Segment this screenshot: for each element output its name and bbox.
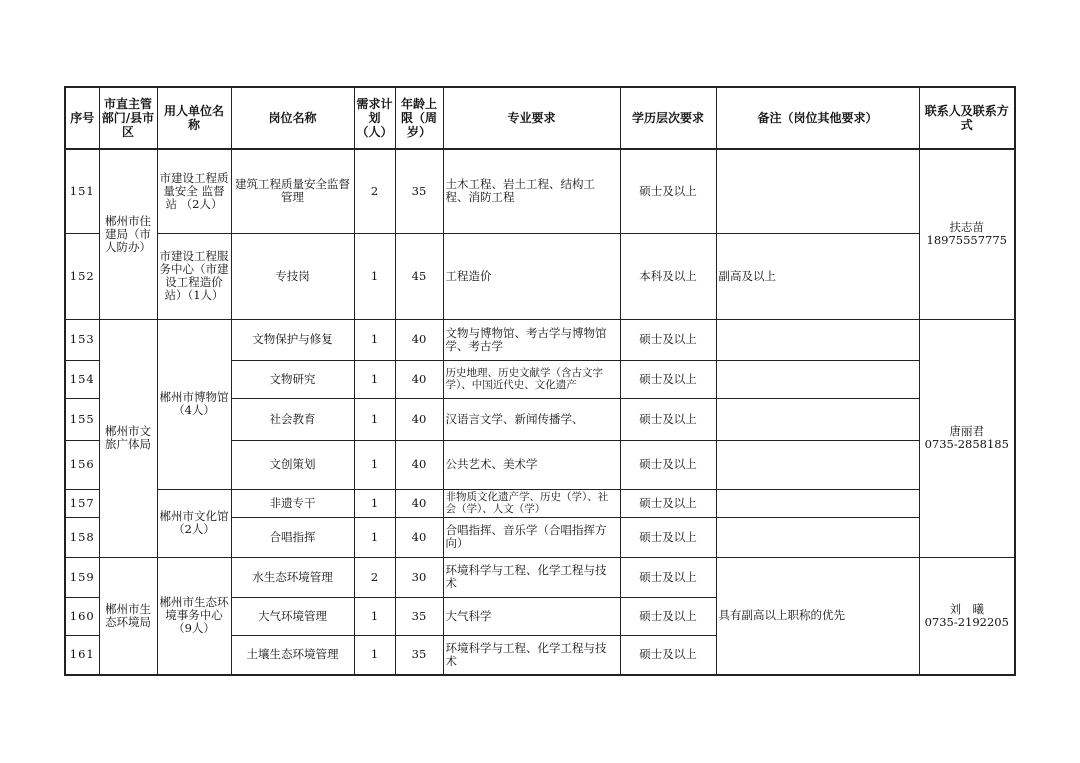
age-cell: 40 [395, 319, 443, 360]
edu-cell: 硕士及以上 [620, 149, 716, 233]
remark-cell: 具有副高以上职称的优先 [716, 557, 919, 675]
remark-cell [716, 398, 919, 440]
row-seq: 154 [65, 360, 99, 398]
age-cell: 40 [395, 398, 443, 440]
count-cell: 1 [354, 319, 395, 360]
contact-cell: 唐丽君 0735-2858185 [919, 319, 1015, 557]
major-cell: 非物质文化遗产学、历史（学）、社会（学）、人文（学） [443, 489, 620, 517]
row-seq: 156 [65, 440, 99, 489]
major-cell: 环境科学与工程、化学工程与技术 [443, 557, 620, 597]
age-cell: 35 [395, 149, 443, 233]
edu-cell: 本科及以上 [620, 233, 716, 319]
header-dept: 市直主管部门/县市区 [99, 87, 157, 149]
age-cell: 45 [395, 233, 443, 319]
remark-cell [716, 149, 919, 233]
remark-cell [716, 319, 919, 360]
dept-cell: 郴州市生态环境局 [99, 557, 157, 675]
age-cell: 35 [395, 597, 443, 635]
dept-cell: 郴州市文旅广体局 [99, 319, 157, 557]
count-cell: 1 [354, 517, 395, 557]
remark-cell [716, 517, 919, 557]
table-row [65, 149, 1015, 233]
contact-cell: 扶志苗 18975557775 [919, 149, 1015, 319]
header-count: 需求计划（人） [354, 87, 395, 149]
count-cell: 1 [354, 360, 395, 398]
edu-cell: 硕士及以上 [620, 517, 716, 557]
remark-cell: 副高及以上 [716, 233, 919, 319]
table-row [65, 233, 1015, 319]
recruitment-table [64, 86, 1016, 676]
age-cell: 35 [395, 635, 443, 675]
header-contact: 联系人及联系方式 [919, 87, 1015, 149]
row-seq: 155 [65, 398, 99, 440]
count-cell: 1 [354, 440, 395, 489]
major-cell: 环境科学与工程、化学工程与技术 [443, 635, 620, 675]
header-seq: 序号 [65, 87, 99, 149]
major-cell: 文物与博物馆、考古学与博物馆学、考古学 [443, 319, 620, 360]
post-cell: 文物研究 [231, 360, 354, 398]
post-cell: 合唱指挥 [231, 517, 354, 557]
major-cell: 工程造价 [443, 233, 620, 319]
count-cell: 2 [354, 557, 395, 597]
age-cell: 40 [395, 517, 443, 557]
header-unit: 用人单位名称 [157, 87, 231, 149]
row-seq: 160 [65, 597, 99, 635]
post-cell: 建筑工程质量安全监督管理 [231, 149, 354, 233]
age-cell: 40 [395, 440, 443, 489]
row-seq: 153 [65, 319, 99, 360]
header-row [65, 87, 1015, 149]
age-cell: 30 [395, 557, 443, 597]
count-cell: 1 [354, 233, 395, 319]
unit-cell: 市建设工程服务中心（市建设工程造价站）（1人） [157, 233, 231, 319]
unit-cell: 郴州市文化馆（2人） [157, 489, 231, 557]
age-cell: 40 [395, 360, 443, 398]
dept-cell: 郴州市住建局（市人防办） [99, 149, 157, 319]
post-cell: 大气环境管理 [231, 597, 354, 635]
major-cell: 合唱指挥、音乐学（合唱指挥方向） [443, 517, 620, 557]
table-row [65, 319, 1015, 360]
edu-cell: 硕士及以上 [620, 360, 716, 398]
row-seq: 161 [65, 635, 99, 675]
unit-cell: 市建设工程质量安全 监督站 （2人） [157, 149, 231, 233]
major-cell: 汉语言文学、新闻传播学、 [443, 398, 620, 440]
header-edu: 学历层次要求 [620, 87, 716, 149]
header-post: 岗位名称 [231, 87, 354, 149]
table-row [65, 557, 1015, 597]
edu-cell: 硕士及以上 [620, 557, 716, 597]
post-cell: 文创策划 [231, 440, 354, 489]
age-cell: 40 [395, 489, 443, 517]
post-cell: 水生态环境管理 [231, 557, 354, 597]
edu-cell: 硕士及以上 [620, 398, 716, 440]
remark-cell [716, 489, 919, 517]
edu-cell: 硕士及以上 [620, 319, 716, 360]
post-cell: 非遗专干 [231, 489, 354, 517]
major-cell: 公共艺术、美术学 [443, 440, 620, 489]
edu-cell: 硕士及以上 [620, 440, 716, 489]
post-cell: 社会教育 [231, 398, 354, 440]
post-cell: 土壤生态环境管理 [231, 635, 354, 675]
header-remark: 备注（岗位其他要求） [716, 87, 919, 149]
table-row [65, 489, 1015, 517]
count-cell: 2 [354, 149, 395, 233]
major-cell: 土木工程、岩土工程、结构工程、消防工程 [443, 149, 620, 233]
post-cell: 文物保护与修复 [231, 319, 354, 360]
edu-cell: 硕士及以上 [620, 489, 716, 517]
row-seq: 151 [65, 149, 99, 233]
row-seq: 158 [65, 517, 99, 557]
count-cell: 1 [354, 398, 395, 440]
remark-cell [716, 360, 919, 398]
count-cell: 1 [354, 635, 395, 675]
edu-cell: 硕士及以上 [620, 635, 716, 675]
unit-cell: 郴州市博物馆（4人） [157, 319, 231, 489]
major-cell: 历史地理、历史文献学（含古文字学）、中国近代史、文化遗产 [443, 360, 620, 398]
unit-cell: 郴州市生态环境事务中心（9人） [157, 557, 231, 675]
remark-cell [716, 440, 919, 489]
row-seq: 159 [65, 557, 99, 597]
post-cell: 专技岗 [231, 233, 354, 319]
contact-cell: 刘 曦 0735-2192205 [919, 557, 1015, 675]
count-cell: 1 [354, 489, 395, 517]
count-cell: 1 [354, 597, 395, 635]
header-age: 年龄上限（周岁） [395, 87, 443, 149]
major-cell: 大气科学 [443, 597, 620, 635]
header-major: 专业要求 [443, 87, 620, 149]
edu-cell: 硕士及以上 [620, 597, 716, 635]
row-seq: 152 [65, 233, 99, 319]
row-seq: 157 [65, 489, 99, 517]
